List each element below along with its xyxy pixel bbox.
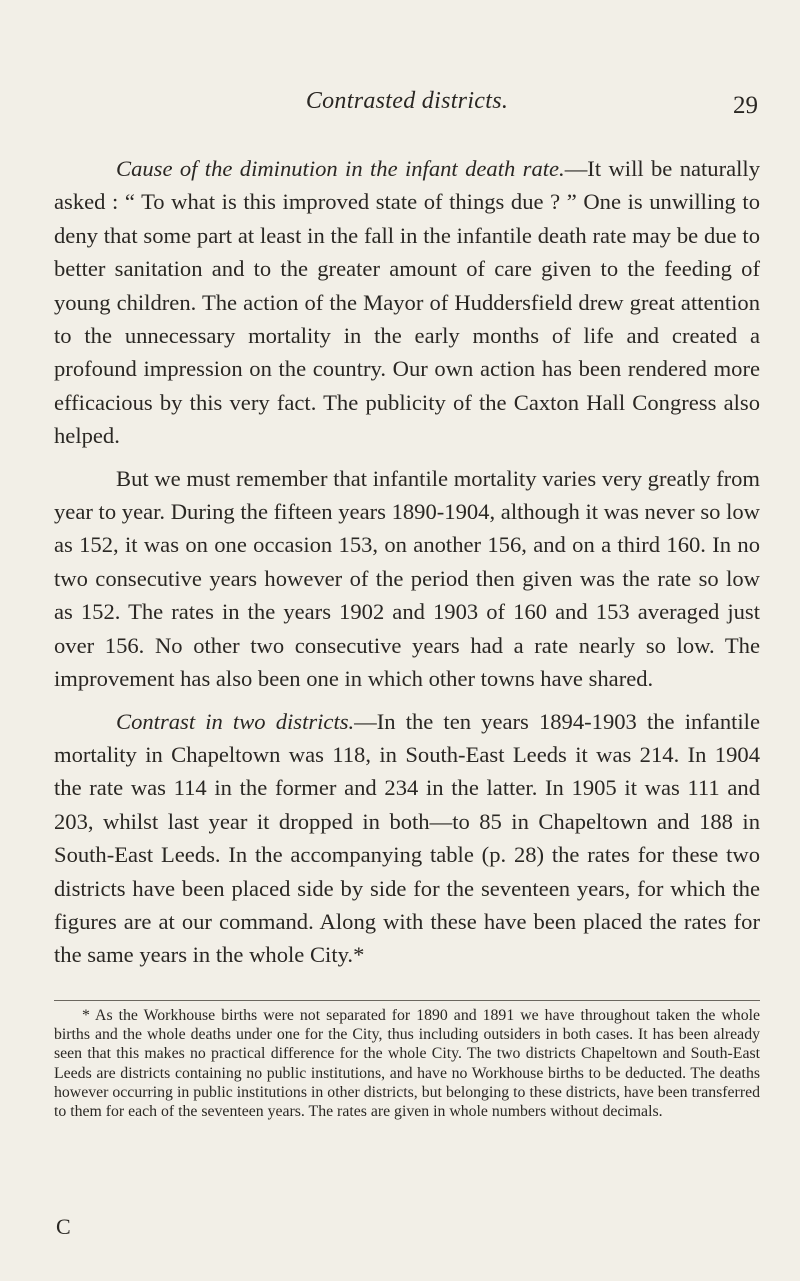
paragraph-text: —In the ten years 1894-1903 the infantile mortality in Chapeltown was 118, in South-East Leeds it was 214. In 1904 the rate was 114 in the former and 234 in the latter. In 1905 it was 111 and 203, whilst last year it dropped in both—to 85 in Chapeltown and 188 in South-East Leeds. In the accompanying table (p. 28) the rates for these two districts have been placed side by side for the seventeen years, for which the figures are at our command. Along with these have been placed the rates for the same years in the whole City.* [54, 708, 760, 968]
paragraph-text: But we must remember that infantile mortality varies very greatly from year to year. During the fifteen years 1890-1904, although it was never so low as 152, it was on one occasion 153, on another 156, and on a third 160. In no two consecutive years however of the period then given was the rate so low as 152. The rates in the years 1902 and 1903 of 160 and 153 averaged just over 156. No other two consecutive years had a rate nearly so low. The improvement has also been one in which other towns have shared. [54, 465, 760, 692]
paragraph-diminution-cause [54, 152, 760, 453]
body-text [54, 152, 760, 981]
running-head: Contrasted districts. [305, 88, 509, 114]
footnote [54, 1006, 760, 1121]
page-header [54, 88, 760, 128]
side-heading-diminution-cause: Cause of the diminution in the infant death rate. [116, 156, 565, 181]
page-number: 29 [733, 92, 758, 119]
side-heading-contrast-districts: Contrast in two districts. [116, 708, 355, 734]
footnote-text: * As the Workhouse births were not separated for 1890 and 1891 we have throughout taken the whole births and the whole deaths under one for the City, thus including outsiders in both cases. It has been already seen that this makes no practical difference for the whole City. The two districts Chapeltown and South-East Leeds are districts containing no public institutions, and have no Workhouse births to be deducted. The deaths however occurring in public institutions in other districts, but belonging to these districts, have been transferred to them for each of the seventeen years. The rates are given in whole numbers without decimals. [54, 1007, 760, 1121]
paragraph-contrast-districts [54, 705, 760, 972]
paragraph-text: —It will be naturally asked : “ To what is this improved state of things due ? ” One is unwilling to deny that some part at least in the fall in the infantile death rate may be due to better sanitation and to the greater amount of care given to the feeding of young children. The action of the Mayor of Huddersfield drew great attention to the unnecessary mortality in the early months of life and created a profound impression on the country. Our own action has been rendered more efficacious by this very fact. The publicity of the Caxton Hall Congress also helped. [54, 156, 760, 449]
signature-mark: C [56, 1214, 71, 1239]
paragraph-yearly-variation [54, 462, 760, 696]
footnote-rule [54, 1000, 760, 1001]
